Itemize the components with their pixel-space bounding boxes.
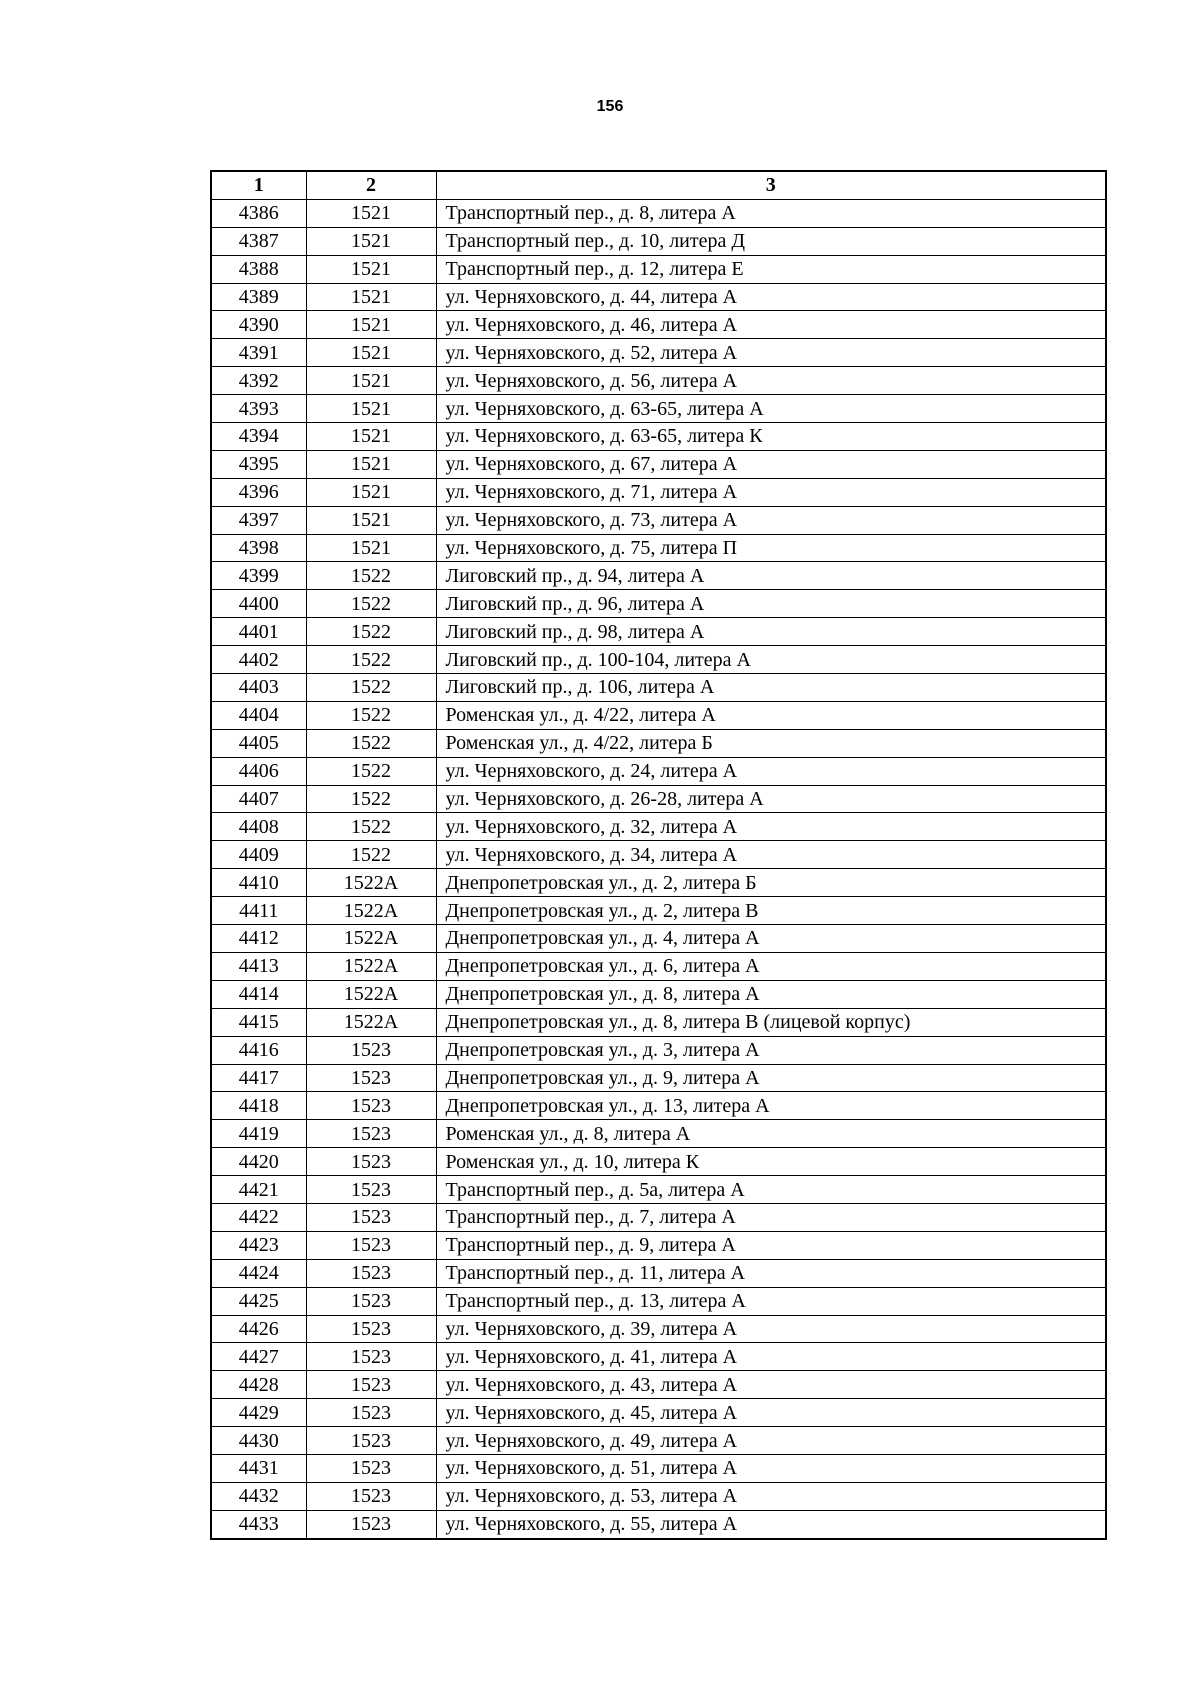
address-cell: ул. Черняховского, д. 49, литера А <box>436 1427 1106 1455</box>
row-number-cell: 4432 <box>211 1482 306 1510</box>
table-row <box>211 729 1106 757</box>
row-number-cell: 4404 <box>211 701 306 729</box>
row-number-cell: 4412 <box>211 925 306 953</box>
row-number-cell: 4427 <box>211 1343 306 1371</box>
address-cell: ул. Черняховского, д. 52, литера А <box>436 339 1106 367</box>
block-number-cell: 1522А <box>306 1008 436 1036</box>
address-cell: Днепропетровская ул., д. 13, литера А <box>436 1092 1106 1120</box>
address-cell: ул. Черняховского, д. 71, литера А <box>436 478 1106 506</box>
block-number-cell: 1522 <box>306 841 436 869</box>
row-number-cell: 4420 <box>211 1148 306 1176</box>
table-row <box>211 674 1106 702</box>
address-cell: ул. Черняховского, д. 63-65, литера К <box>436 423 1106 451</box>
block-number-cell: 1521 <box>306 283 436 311</box>
block-number-cell: 1523 <box>306 1203 436 1231</box>
address-cell: Транспортный пер., д. 10, литера Д <box>436 227 1106 255</box>
address-table <box>210 170 1107 1540</box>
block-number-cell: 1522А <box>306 925 436 953</box>
table-row <box>211 506 1106 534</box>
table-row <box>211 199 1106 227</box>
row-number-cell: 4429 <box>211 1399 306 1427</box>
table-row <box>211 897 1106 925</box>
row-number-cell: 4403 <box>211 674 306 702</box>
row-number-cell: 4400 <box>211 590 306 618</box>
address-cell: Транспортный пер., д. 5а, литера А <box>436 1176 1106 1204</box>
row-number-cell: 4417 <box>211 1064 306 1092</box>
block-number-cell: 1523 <box>306 1064 436 1092</box>
address-cell: ул. Черняховского, д. 24, литера А <box>436 757 1106 785</box>
address-cell: Роменская ул., д. 4/22, литера Б <box>436 729 1106 757</box>
table-row <box>211 339 1106 367</box>
address-cell: Днепропетровская ул., д. 2, литера В <box>436 897 1106 925</box>
address-cell: Транспортный пер., д. 13, литера А <box>436 1287 1106 1315</box>
address-cell: Транспортный пер., д. 11, литера А <box>436 1259 1106 1287</box>
address-cell: ул. Черняховского, д. 45, литера А <box>436 1399 1106 1427</box>
address-cell: Транспортный пер., д. 12, литера Е <box>436 255 1106 283</box>
page-number: 156 <box>596 98 624 115</box>
block-number-cell: 1523 <box>306 1454 436 1482</box>
address-cell: ул. Черняховского, д. 44, литера А <box>436 283 1106 311</box>
address-cell: ул. Черняховского, д. 51, литера А <box>436 1454 1106 1482</box>
address-cell: Лиговский пр., д. 106, литера А <box>436 674 1106 702</box>
address-cell: ул. Черняховского, д. 26-28, литера А <box>436 785 1106 813</box>
table-row <box>211 423 1106 451</box>
table-row <box>211 1036 1106 1064</box>
table-row <box>211 1092 1106 1120</box>
address-cell: Днепропетровская ул., д. 8, литера А <box>436 980 1106 1008</box>
table-row <box>211 1454 1106 1482</box>
address-cell: ул. Черняховского, д. 63-65, литера А <box>436 395 1106 423</box>
table-row <box>211 1203 1106 1231</box>
table-row <box>211 813 1106 841</box>
block-number-cell: 1522А <box>306 952 436 980</box>
block-number-cell: 1523 <box>306 1482 436 1510</box>
table-row <box>211 562 1106 590</box>
row-number-cell: 4409 <box>211 841 306 869</box>
table-row <box>211 534 1106 562</box>
block-number-cell: 1522 <box>306 701 436 729</box>
block-number-cell: 1523 <box>306 1287 436 1315</box>
address-cell: Лиговский пр., д. 100-104, литера А <box>436 646 1106 674</box>
block-number-cell: 1521 <box>306 311 436 339</box>
row-number-cell: 4390 <box>211 311 306 339</box>
table-row <box>211 1148 1106 1176</box>
block-number-cell: 1522 <box>306 729 436 757</box>
table-row <box>211 618 1106 646</box>
row-number-cell: 4392 <box>211 367 306 395</box>
block-number-cell: 1521 <box>306 506 436 534</box>
table-row <box>211 1231 1106 1259</box>
table-row <box>211 1287 1106 1315</box>
address-cell: ул. Черняховского, д. 39, литера А <box>436 1315 1106 1343</box>
row-number-cell: 4407 <box>211 785 306 813</box>
row-number-cell: 4410 <box>211 869 306 897</box>
table-row <box>211 1064 1106 1092</box>
block-number-cell: 1523 <box>306 1427 436 1455</box>
row-number-cell: 4431 <box>211 1454 306 1482</box>
table-row <box>211 367 1106 395</box>
block-number-cell: 1523 <box>306 1148 436 1176</box>
row-number-cell: 4399 <box>211 562 306 590</box>
header-row <box>211 171 1106 199</box>
block-number-cell: 1523 <box>306 1510 436 1538</box>
row-number-cell: 4395 <box>211 450 306 478</box>
block-number-cell: 1522 <box>306 590 436 618</box>
address-cell: ул. Черняховского, д. 53, литера А <box>436 1482 1106 1510</box>
address-cell: ул. Черняховского, д. 46, литера А <box>436 311 1106 339</box>
block-number-cell: 1523 <box>306 1176 436 1204</box>
row-number-cell: 4413 <box>211 952 306 980</box>
row-number-cell: 4394 <box>211 423 306 451</box>
row-number-cell: 4425 <box>211 1287 306 1315</box>
address-cell: Роменская ул., д. 4/22, литера А <box>436 701 1106 729</box>
block-number-cell: 1523 <box>306 1259 436 1287</box>
address-cell: Лиговский пр., д. 98, литера А <box>436 618 1106 646</box>
row-number-cell: 4419 <box>211 1120 306 1148</box>
row-number-cell: 4418 <box>211 1092 306 1120</box>
address-cell: Роменская ул., д. 10, литера К <box>436 1148 1106 1176</box>
row-number-cell: 4424 <box>211 1259 306 1287</box>
block-number-cell: 1523 <box>306 1315 436 1343</box>
row-number-cell: 4422 <box>211 1203 306 1231</box>
row-number-cell: 4389 <box>211 283 306 311</box>
table-row <box>211 1008 1106 1036</box>
address-cell: Транспортный пер., д. 8, литера А <box>436 199 1106 227</box>
table-row <box>211 227 1106 255</box>
address-cell: ул. Черняховского, д. 56, литера А <box>436 367 1106 395</box>
row-number-cell: 4401 <box>211 618 306 646</box>
table-row <box>211 450 1106 478</box>
address-cell: ул. Черняховского, д. 55, литера А <box>436 1510 1106 1538</box>
address-cell: Роменская ул., д. 8, литера А <box>436 1120 1106 1148</box>
address-cell: Транспортный пер., д. 9, литера А <box>436 1231 1106 1259</box>
block-number-cell: 1523 <box>306 1371 436 1399</box>
table-row <box>211 1482 1106 1510</box>
address-cell: Лиговский пр., д. 96, литера А <box>436 590 1106 618</box>
block-number-cell: 1522 <box>306 785 436 813</box>
row-number-cell: 4386 <box>211 199 306 227</box>
table-row <box>211 952 1106 980</box>
table-row <box>211 980 1106 1008</box>
table-row <box>211 283 1106 311</box>
row-number-cell: 4388 <box>211 255 306 283</box>
table-row <box>211 590 1106 618</box>
row-number-cell: 4421 <box>211 1176 306 1204</box>
block-number-cell: 1521 <box>306 423 436 451</box>
address-cell: Днепропетровская ул., д. 2, литера Б <box>436 869 1106 897</box>
table-row <box>211 785 1106 813</box>
block-number-cell: 1522А <box>306 897 436 925</box>
address-cell: Днепропетровская ул., д. 6, литера А <box>436 952 1106 980</box>
address-cell: ул. Черняховского, д. 41, литера А <box>436 1343 1106 1371</box>
table-row <box>211 1315 1106 1343</box>
block-number-cell: 1521 <box>306 367 436 395</box>
row-number-cell: 4398 <box>211 534 306 562</box>
table-row <box>211 1343 1106 1371</box>
block-number-cell: 1523 <box>306 1092 436 1120</box>
address-cell: ул. Черняховского, д. 75, литера П <box>436 534 1106 562</box>
block-number-cell: 1523 <box>306 1036 436 1064</box>
block-number-cell: 1522 <box>306 757 436 785</box>
row-number-cell: 4396 <box>211 478 306 506</box>
row-number-cell: 4430 <box>211 1427 306 1455</box>
table-body <box>211 199 1106 1538</box>
row-number-cell: 4393 <box>211 395 306 423</box>
table-row <box>211 1371 1106 1399</box>
row-number-cell: 4391 <box>211 339 306 367</box>
block-number-cell: 1521 <box>306 395 436 423</box>
table-row <box>211 757 1106 785</box>
table-row <box>211 395 1106 423</box>
address-cell: ул. Черняховского, д. 32, литера А <box>436 813 1106 841</box>
table-row <box>211 1176 1106 1204</box>
table-row <box>211 1120 1106 1148</box>
address-cell: Днепропетровская ул., д. 4, литера А <box>436 925 1106 953</box>
block-number-cell: 1522А <box>306 980 436 1008</box>
block-number-cell: 1521 <box>306 199 436 227</box>
row-number-cell: 4415 <box>211 1008 306 1036</box>
address-cell: Днепропетровская ул., д. 3, литера А <box>436 1036 1106 1064</box>
row-number-cell: 4433 <box>211 1510 306 1538</box>
table-row <box>211 1427 1106 1455</box>
table-row <box>211 255 1106 283</box>
row-number-cell: 4428 <box>211 1371 306 1399</box>
block-number-cell: 1521 <box>306 534 436 562</box>
row-number-cell: 4426 <box>211 1315 306 1343</box>
row-number-cell: 4387 <box>211 227 306 255</box>
block-number-cell: 1523 <box>306 1120 436 1148</box>
row-number-cell: 4405 <box>211 729 306 757</box>
row-number-cell: 4402 <box>211 646 306 674</box>
block-number-cell: 1521 <box>306 255 436 283</box>
row-number-cell: 4423 <box>211 1231 306 1259</box>
table-row <box>211 925 1106 953</box>
row-number-cell: 4416 <box>211 1036 306 1064</box>
row-number-cell: 4397 <box>211 506 306 534</box>
table-row <box>211 869 1106 897</box>
block-number-cell: 1521 <box>306 227 436 255</box>
block-number-cell: 1522 <box>306 562 436 590</box>
table-row <box>211 311 1106 339</box>
block-number-cell: 1523 <box>306 1399 436 1427</box>
block-number-cell: 1521 <box>306 450 436 478</box>
column-header-1: 1 <box>211 171 306 199</box>
column-header-3: 3 <box>436 171 1106 199</box>
block-number-cell: 1522 <box>306 674 436 702</box>
table-row <box>211 1259 1106 1287</box>
row-number-cell: 4414 <box>211 980 306 1008</box>
row-number-cell: 4411 <box>211 897 306 925</box>
table-row <box>211 646 1106 674</box>
block-number-cell: 1522А <box>306 869 436 897</box>
address-cell: ул. Черняховского, д. 67, литера А <box>436 450 1106 478</box>
column-header-2: 2 <box>306 171 436 199</box>
address-cell: ул. Черняховского, д. 43, литера А <box>436 1371 1106 1399</box>
table-row <box>211 1399 1106 1427</box>
block-number-cell: 1522 <box>306 813 436 841</box>
row-number-cell: 4406 <box>211 757 306 785</box>
table-row <box>211 478 1106 506</box>
block-number-cell: 1521 <box>306 339 436 367</box>
table-row <box>211 841 1106 869</box>
row-number-cell: 4408 <box>211 813 306 841</box>
address-cell: Лиговский пр., д. 94, литера А <box>436 562 1106 590</box>
table-row <box>211 701 1106 729</box>
address-cell: Днепропетровская ул., д. 9, литера А <box>436 1064 1106 1092</box>
address-cell: Транспортный пер., д. 7, литера А <box>436 1203 1106 1231</box>
table-header <box>211 171 1106 199</box>
block-number-cell: 1522 <box>306 646 436 674</box>
block-number-cell: 1523 <box>306 1343 436 1371</box>
block-number-cell: 1523 <box>306 1231 436 1259</box>
block-number-cell: 1522 <box>306 618 436 646</box>
address-cell: Днепропетровская ул., д. 8, литера В (лицевой корпус) <box>436 1008 1106 1036</box>
block-number-cell: 1521 <box>306 478 436 506</box>
address-cell: ул. Черняховского, д. 34, литера А <box>436 841 1106 869</box>
table-row <box>211 1510 1106 1538</box>
address-cell: ул. Черняховского, д. 73, литера А <box>436 506 1106 534</box>
